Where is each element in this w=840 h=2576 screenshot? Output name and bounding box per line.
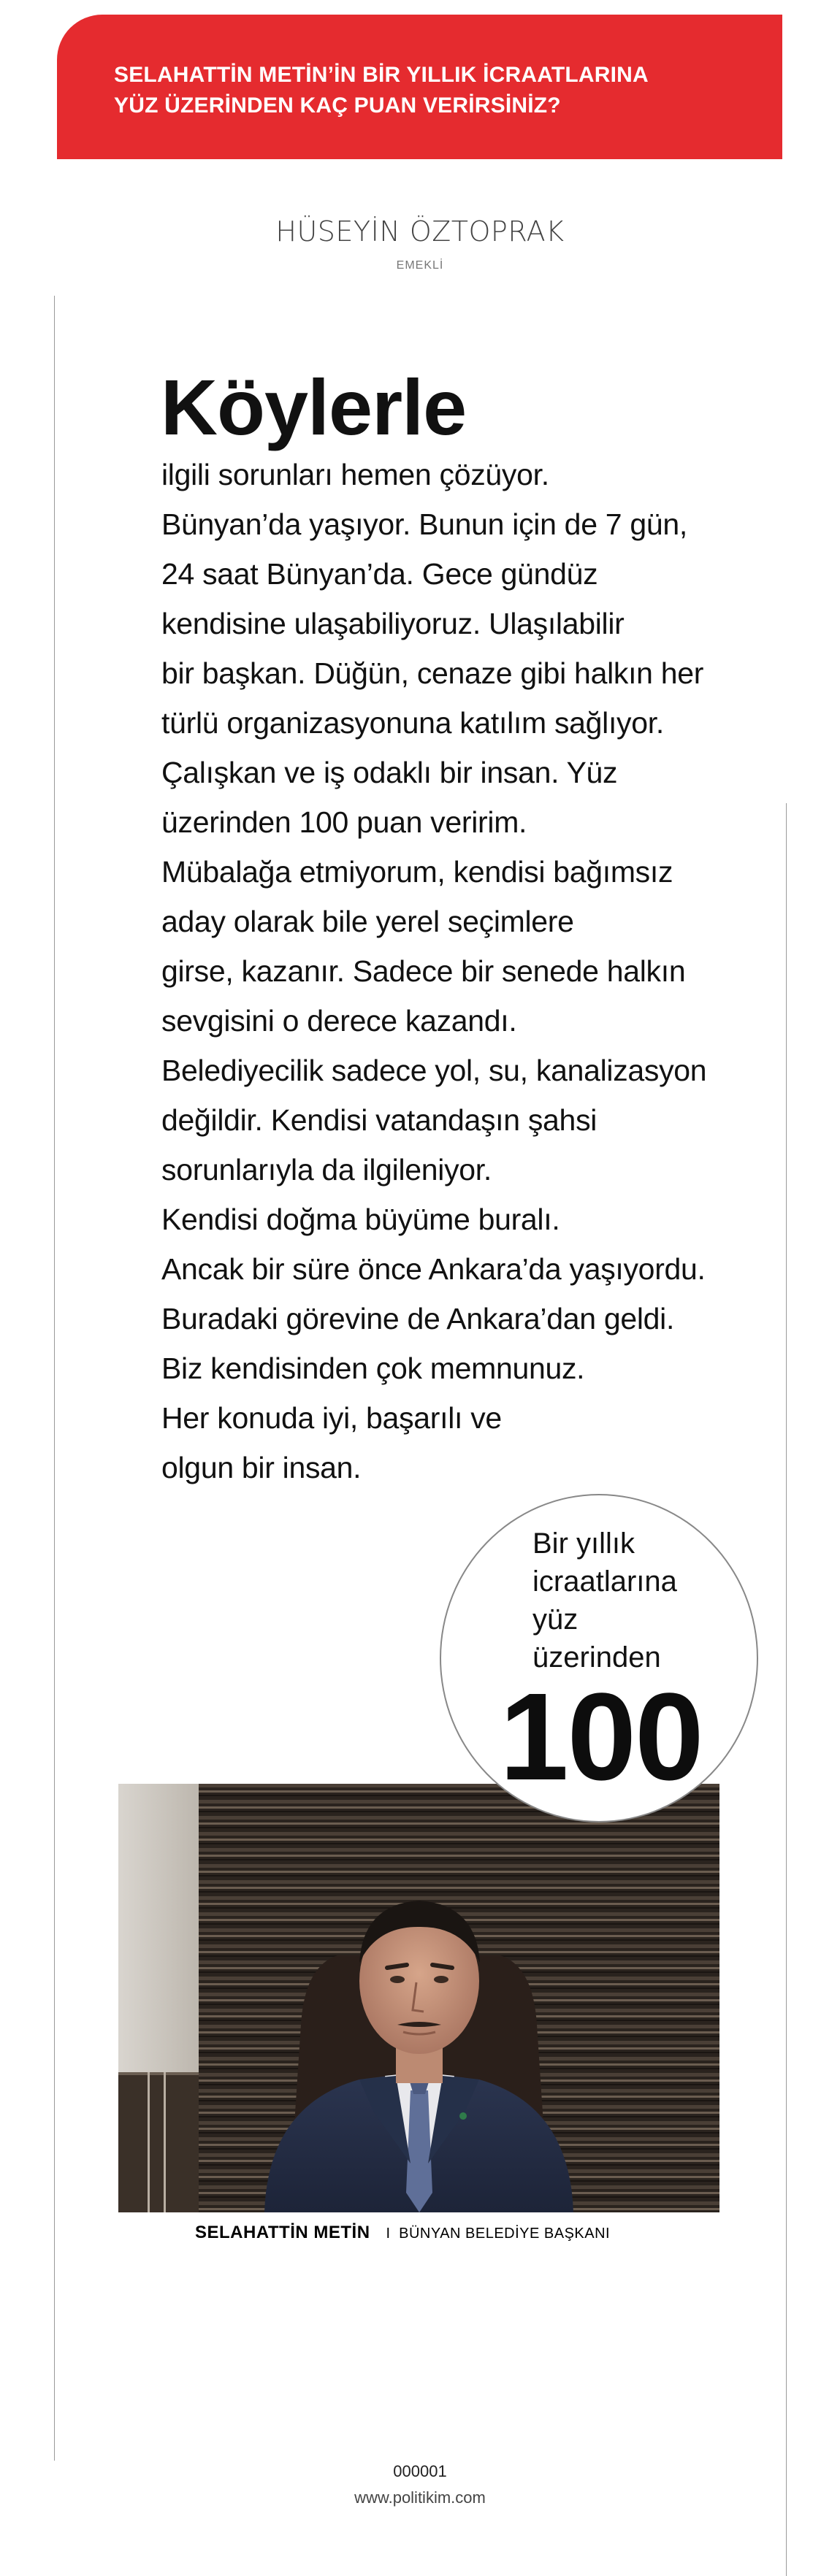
article-line: sevgisini o derece kazandı. <box>161 1004 517 1038</box>
article-line: Kendisi doğma büyüme buralı. <box>161 1203 560 1236</box>
frame-right-rule <box>786 803 787 2576</box>
frame-left-rule <box>54 296 55 2461</box>
lead-word: Köylerle <box>161 363 467 451</box>
headline-banner <box>57 15 782 159</box>
article-body <box>161 450 746 1492</box>
score-label-line: icraatlarına <box>532 1565 677 1598</box>
article-line: girse, kazanır. Sadece bir senede halkın <box>161 954 686 988</box>
photo-caption <box>195 2223 610 2243</box>
article-line: aday olarak bile yerel seçimlere <box>161 905 574 938</box>
footer-website-link[interactable]: www.politikim.com <box>354 2488 486 2507</box>
article-line: türlü organizasyonuna katılım sağlıyor. <box>161 706 664 740</box>
article-line: Çalışkan ve iş odaklı bir insan. Yüz <box>161 756 618 789</box>
article-line: kendisine ulaşabiliyoruz. Ulaşılabilir <box>161 607 625 640</box>
caption-name: SELAHATTİN METİN <box>195 2223 370 2242</box>
article-line: Her konuda iyi, başarılı ve <box>161 1401 502 1435</box>
article-line: Buradaki görevine de Ankara’dan geldi. <box>161 1302 675 1335</box>
article-line: sorunlarıyla da ilgileniyor. <box>161 1153 492 1187</box>
score-badge <box>440 1494 758 1822</box>
footer-code: 000001 <box>393 2462 447 2480</box>
article-line: Mübalağa etmiyorum, kendisi bağımsız <box>161 855 673 889</box>
author-name: HÜSEYİN ÖZTOPRAK <box>275 215 565 248</box>
author-role: EMEKLİ <box>396 259 444 272</box>
score-label-line: Bir yıllık <box>532 1527 635 1560</box>
article-line: ilgili sorunları hemen çözüyor. <box>161 458 549 491</box>
score-label-line: yüz <box>532 1603 579 1636</box>
headline-line-1: SELAHATTİN METİN’İN BİR YILLIK İCRAATLARINA <box>114 63 649 87</box>
article-line: Ancak bir süre önce Ankara’da yaşıyordu. <box>161 1252 706 1286</box>
article-line: üzerinden 100 puan veririm. <box>161 805 527 839</box>
article-line: olgun bir insan. <box>161 1451 362 1484</box>
article-line: Belediyecilik sadece yol, su, kanalizasyon <box>161 1054 707 1087</box>
article-line: bir başkan. Düğün, cenaze gibi halkın her <box>161 656 704 690</box>
article-line: 24 saat Bünyan’da. Gece gündüz <box>161 557 598 591</box>
article-line: Biz kendisinden çok memnunuz. <box>161 1352 585 1385</box>
score-label-line: üzerinden <box>532 1641 661 1674</box>
score-value: 100 <box>500 1668 703 1806</box>
article-line: değildir. Kendisi vatandaşın şahsi <box>161 1103 597 1137</box>
article-line: Bünyan’da yaşıyor. Bunun için de 7 gün, <box>161 507 687 541</box>
caption-title: BÜNYAN BELEDİYE BAŞKANI <box>399 2226 611 2242</box>
score-label <box>532 1525 677 1676</box>
caption-separator: I <box>386 2226 391 2242</box>
headline-line-2: YÜZ ÜZERİNDEN KAÇ PUAN VERİRSİNİZ? <box>114 93 561 118</box>
mayor-portrait-photo <box>118 1784 719 2212</box>
